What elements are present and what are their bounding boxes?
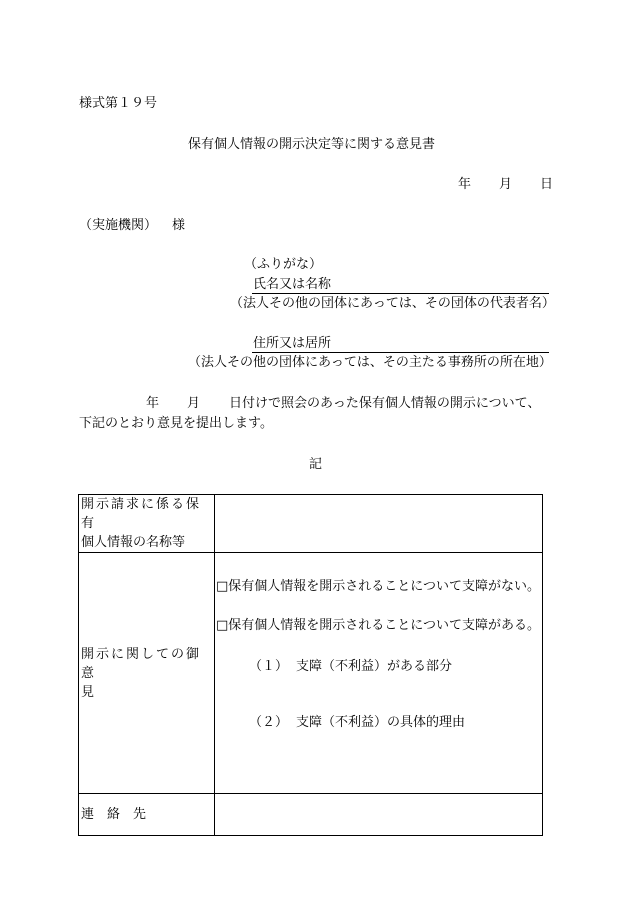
opinion-table [78,494,543,836]
item1-text: 支障（不利益）がある部分 [296,658,453,674]
document-title: 保有個人情報の開示決定等に関する意見書 [188,137,436,152]
date-day-label: 日 [540,177,554,192]
row1-label [79,495,215,553]
addressee-honorific: 様 [172,218,186,233]
name-underline [252,293,549,294]
row1-label-line1: 開示請求に係る保有 [81,497,202,531]
body-year-label: 年 [146,396,160,411]
item1-number: （１） [249,658,289,674]
row1-value-cell[interactable] [215,495,543,553]
row1-label-line2: 個人情報の名称等 [81,535,186,550]
item2-text: 支障（不利益）の具体的理由 [296,714,466,730]
table-row-name [79,495,543,553]
name-note: （法人その他の団体にあっては、その団体の代表者名） [230,296,555,311]
furigana-label: （ふりがな） [244,257,323,272]
date-year-label: 年 [458,177,472,192]
body-month-label: 月 [187,396,201,411]
row2-label-line2: 見 [81,684,95,700]
row2-value-cell [215,553,543,794]
name-label: 氏名又は名称 [253,277,332,292]
row2-label-line1: 開示に関しての御意 [81,646,202,681]
address-label: 住所又は居所 [253,336,332,351]
item2-number: （２） [249,714,289,730]
ki-heading: 記 [309,457,323,472]
addressee-org: （実施機関） [79,218,158,233]
body-line2: 下記のとおり意見を提出します。 [79,416,273,431]
body-line1: 日付けで照会のあった保有個人情報の開示について、 [229,396,541,411]
row3-value-cell[interactable] [215,794,543,836]
table-row-contact [79,794,543,836]
date-month-label: 月 [499,177,513,192]
option-no-issue[interactable]: □保有個人情報を開示されることについて支障がない。 [216,578,541,594]
table-row-opinion [79,553,543,794]
form-number: 様式第１９号 [79,96,158,111]
row2-label [79,553,215,794]
option-has-issue[interactable]: □保有個人情報を開示されることについて支障がある。 [216,617,541,633]
address-note: （法人その他の団体にあっては、その主たる事務所の所在地） [188,355,552,370]
address-underline [252,352,549,353]
row3-label: 連 絡 先 [79,794,215,836]
